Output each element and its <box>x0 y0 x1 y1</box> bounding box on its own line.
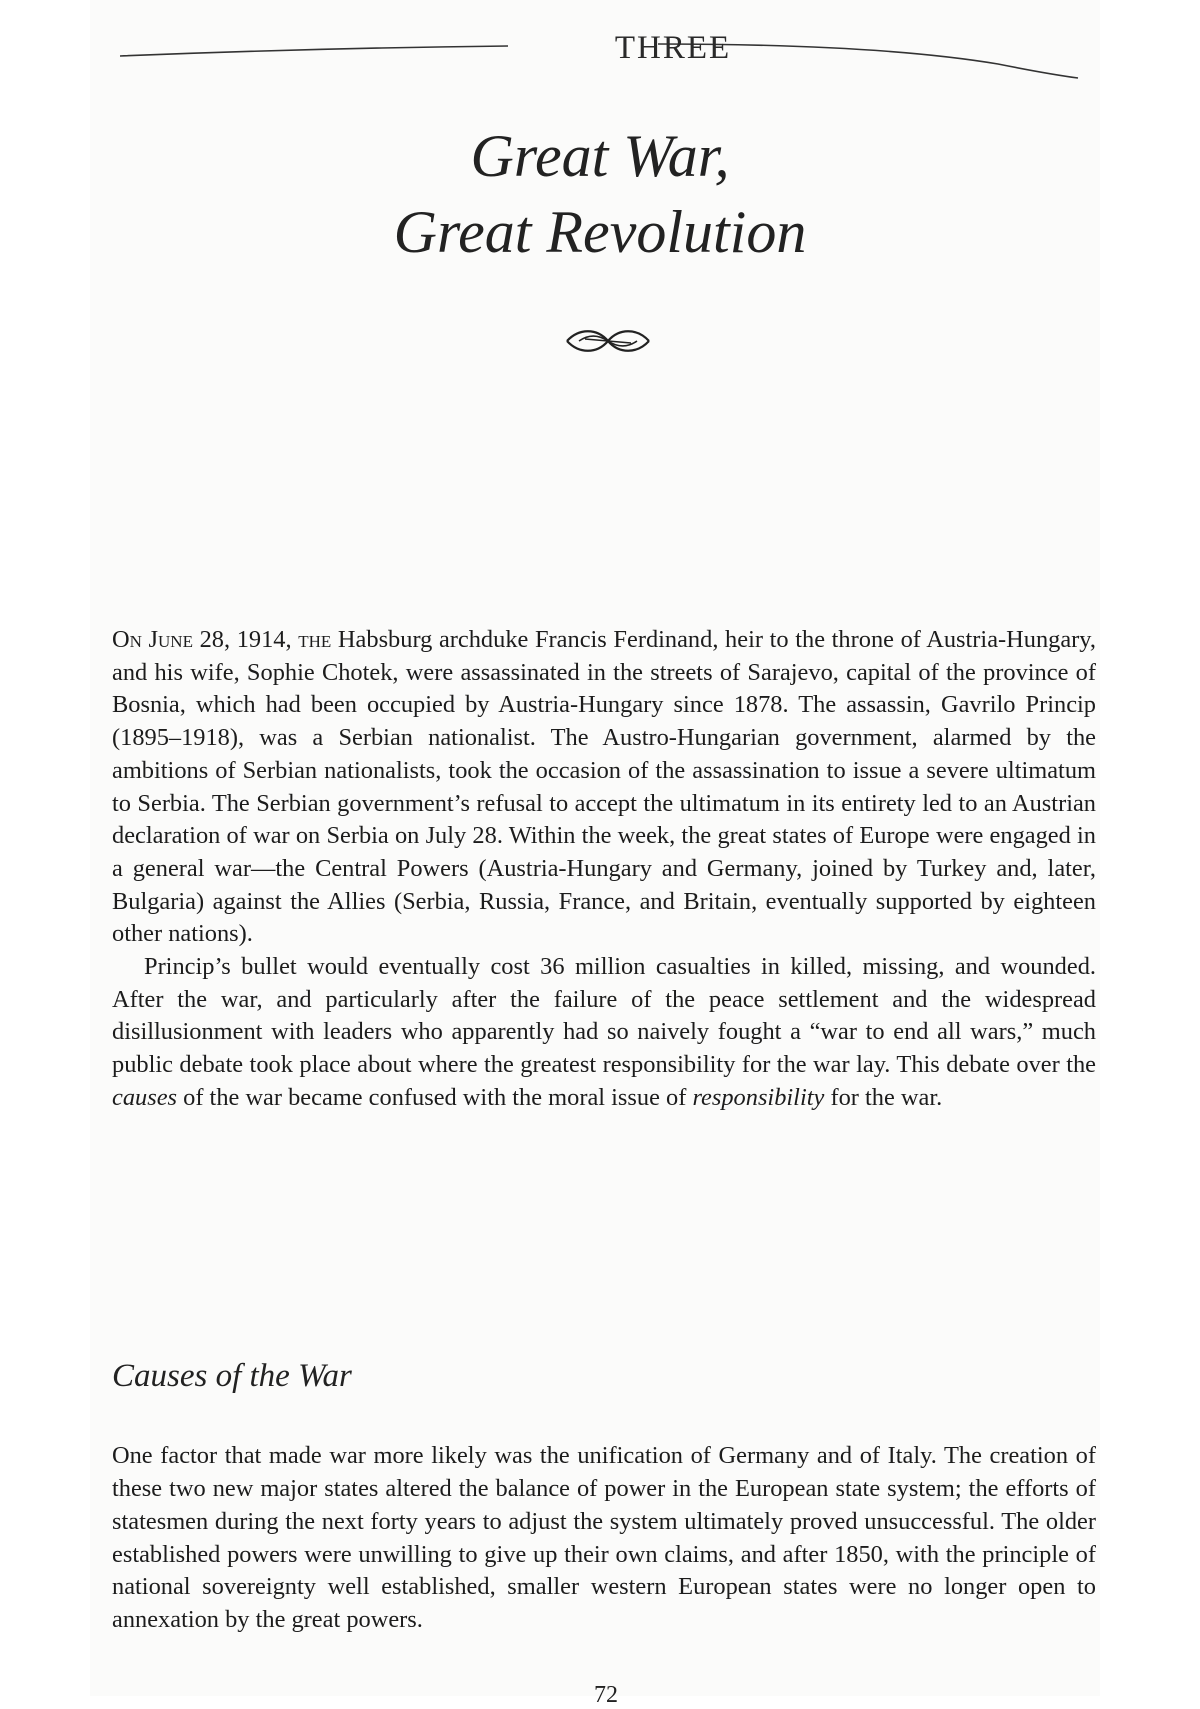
paragraph-2-text-b: of the war became confused with the moral issue of <box>177 1083 693 1111</box>
emphasis-responsibility: responsibility <box>692 1083 825 1111</box>
chapter-title-line-2: Great Revolution <box>393 199 807 265</box>
chapter-title <box>180 118 1020 270</box>
chapter-title-line-1: Great War, <box>470 123 730 189</box>
section-heading: Causes of the War <box>112 1358 352 1394</box>
section-body <box>112 1416 1096 1661</box>
paragraph-1-text: Habsburg archduke Francis Ferdinand, heir to the throne of Austria-Hungary, and his wife, Sophie Chotek, were assassinated in the streets of Sarajevo, capital of the province of Bosnia, which had been occupied by Austria-Hungary since 1878. The assassin, Gavrilo Princip (1895–1918), was a Serbian nationalist. The Austro-Hungarian government, alarmed by the ambitions of Serbian nationalists, took the occasion of the assassination to issue a severe ultimatum to Serbia. The Serbian government’s refusal to accept the ultimatum in its entirety led to an Austrian declaration of war on Serbia on July 28. Within the week, the great states of Europe were engaged in a general war—the Central Powers (Austria-Hungary and Germany, joined by Turkey and, later, Bulgaria) against the Allies (Serbia, Russia, France, and Britain, eventually supported by eighteen other nations). <box>112 626 1096 948</box>
chapter-body <box>112 624 1096 1115</box>
chapter-number: THREE <box>614 30 732 66</box>
paragraph-2-text-a: Princip’s bullet would eventually cost 36 million casualties in killed, missing, and wounded. After the war, and particularly after the failure of the peace settlement and the widespread disillusionment with leaders who apparently had so naively fought a “war to end all wars,” much public debate took place about where the greatest responsibility for the war lay. This debate over the <box>112 953 1096 1079</box>
page-number: 72 <box>594 1682 618 1708</box>
opening-small-caps: On June 28, 1914, the <box>112 626 332 653</box>
section-paragraph-1: One factor that made war more likely was the unification of Germany and of Italy. The creation of these two new major states altered the balance of power in the European state system; the efforts of statesmen during the next forty years to adjust the system ultimately proved unsuccessful. The older established powers were unwilling to give up their own claims, and after 1850, with the principle of national sovereignty well established, smaller western European states were no longer open to annexation by the great powers. <box>112 1442 1096 1633</box>
chapter-header <box>118 30 1088 90</box>
paragraph-2-text-c: for the war. <box>824 1083 943 1111</box>
emphasis-causes: causes <box>112 1083 178 1111</box>
paragraph-2 <box>112 951 1096 1115</box>
paragraph-1 <box>112 624 1096 951</box>
fleuron-ornament-icon <box>563 326 653 361</box>
